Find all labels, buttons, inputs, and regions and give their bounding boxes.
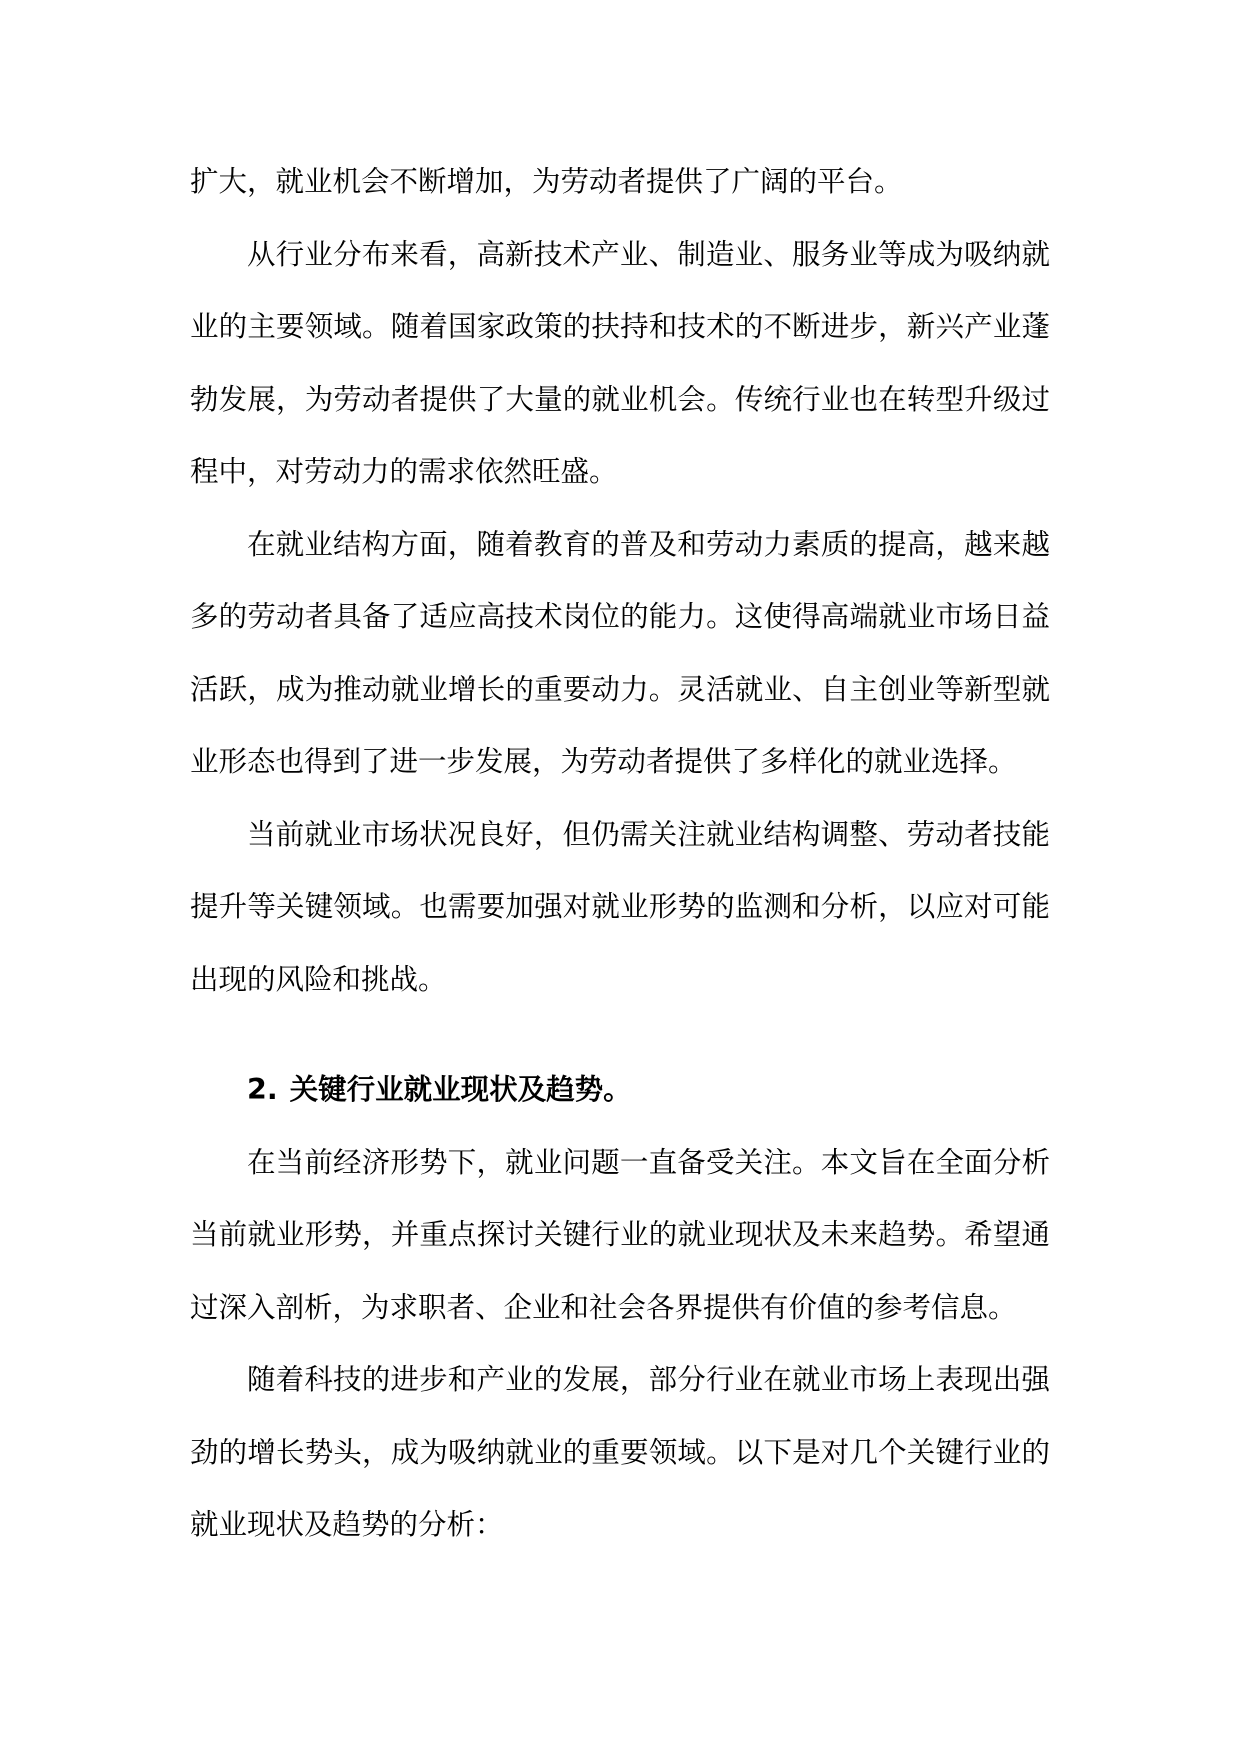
paragraph-introduction: 在当前经济形势下，就业问题一直备受关注。本文旨在全面分析当前就业形势，并重点探讨关键行业的就业现状及未来趋势。希望通过深入剖析，为求职者、企业和社会各界提供有价值的参考信息。 [190,1145,1050,1324]
section-heading [190,1054,1050,1127]
paragraph-key-industries: 随着科技的进步和产业的发展，部分行业在就业市场上表现出强劲的增长势头，成为吸纳就业的重要领域。以下是对几个关键行业的就业现状及趋势的分析： [190,1363,1050,1541]
paragraph-employment-structure: 在就业结构方面，随着教育的普及和劳动力素质的提高，越来越多的劳动者具备了适应高技术岗位的能力。这使得高端就业市场日益活跃，成为推动就业增长的重要动力。灵活就业、自主创业等新型就业形态也得到了进一步发展，为劳动者提供了多样化的就业选择。 [190,527,1050,778]
paragraph-industry-distribution: 从行业分布来看，高新技术产业、制造业、服务业等成为吸纳就业的主要领域。随着国家政策的扶持和技术的不断进步，新兴产业蓬勃发展，为劳动者提供了大量的就业机会。传统行业也在转型升级过程中，对劳动力的需求依然旺盛。 [190,237,1050,488]
document-body [190,146,1050,1562]
section-number: 2. [247,1073,278,1106]
paragraph-market-summary: 当前就业市场状况良好，但仍需关注就业结构调整、劳动者技能提升等关键领域。也需要加强对就业形势的监测和分析，以应对可能出现的风险和挑战。 [190,817,1050,996]
section-title: 关键行业就业现状及趋势。 [289,1073,632,1106]
paragraph-continuation: 扩大，就业机会不断增加，为劳动者提供了广阔的平台。 [190,165,903,198]
